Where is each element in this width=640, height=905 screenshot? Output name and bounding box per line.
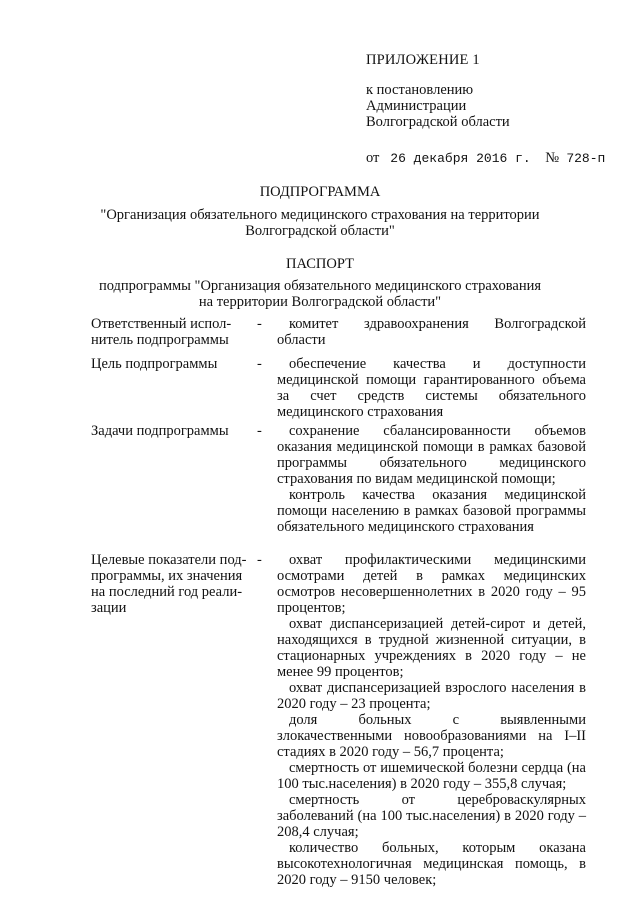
subprogram-name-line: "Организация обязательного медицинского страхования на территории: [100, 207, 540, 223]
row-label-line: нитель подпрограммы: [91, 332, 229, 348]
appendix-line: Администрации: [366, 98, 467, 114]
row-label-line: Целевые показатели под-: [91, 552, 247, 568]
value-paragraph: охват диспансеризацией детей-сирот и детей, находящихся в трудной жизненной ситуации, в стационарных учреждениях в 2020 году – не менее 99 процентов;: [277, 616, 586, 680]
value-paragraph: обеспечение качества и доступности медицинской помощи гарантированного объема за счет средств системы обязательного медицинского страхования: [277, 356, 586, 420]
value-paragraph: количество больных, которым оказана высокотехнологичная медицинская помощь, в 2020 году – 9150 человек;: [277, 840, 586, 888]
value-paragraph: смертность от ишемической болезни сердца (на 100 тыс.населения) в 2020 году – 355,8 случая;: [277, 760, 586, 792]
passport-title: [0, 278, 640, 310]
appendix-line: к постановлению: [366, 82, 474, 98]
value-paragraph: комитет здравоохранения Волгоградской области: [277, 316, 586, 348]
passport-title-line: на территории Волгоградской области": [198, 294, 442, 310]
row-label-line: зации: [91, 600, 127, 616]
decree-number: 728-п: [566, 151, 606, 166]
appendix-reference: [366, 82, 605, 130]
row-dash: -: [257, 423, 262, 439]
row-label: [91, 552, 254, 616]
subprogram-name-line: Волгоградской области": [245, 223, 395, 239]
value-paragraph: контроль качества оказания медицинской помощи населению в рамках базовой программы обязательного медицинского страхования: [277, 487, 586, 535]
appendix-title: ПРИЛОЖЕНИЕ 1: [366, 52, 480, 68]
row-label: [91, 316, 254, 348]
value-paragraph: доля больных с выявленными злокачественными новообразованиями на I–II стадиях в 2020 году – 56,7 процента;: [277, 712, 586, 760]
row-label-line: Задачи подпрограммы: [91, 423, 229, 439]
row-dash: -: [257, 316, 262, 332]
row-value: [277, 316, 586, 348]
subprogram-name: [0, 207, 640, 239]
subprogram-heading-text: ПОДПРОГРАММА: [259, 184, 381, 200]
value-paragraph: охват профилактическими медицинскими осмотрами детей в рамках медицинских осмотров несовершеннолетних в 2020 году – 95 процентов;: [277, 552, 586, 616]
row-value: [277, 356, 586, 420]
row-value: [277, 552, 586, 888]
row-label-line: Цель подпрограммы: [91, 356, 218, 372]
passport-heading: [0, 256, 640, 272]
appendix-line: Волгоградской области: [366, 114, 510, 130]
row-label: [91, 356, 254, 372]
passport-heading-text: ПАСПОРТ: [286, 256, 354, 272]
appendix-date-number: [366, 150, 605, 167]
row-value: [277, 423, 586, 535]
row-label: [91, 423, 254, 439]
passport-title-line: подпрограммы "Организация обязательного медицинского страхования: [98, 278, 542, 294]
subprogram-heading: [0, 184, 640, 200]
number-sign: №: [545, 150, 560, 166]
appendix-block: [366, 52, 605, 167]
row-dash: -: [257, 356, 262, 372]
value-paragraph: сохранение сбалансированности объемов оказания медицинской помощи в рамках базовой программы обязательного медицинского страхования по видам медицинской помощи;: [277, 423, 586, 487]
row-label-line: на последний год реали-: [91, 584, 243, 600]
row-label-line: Ответственный испол-: [91, 316, 232, 332]
value-paragraph: смертность от цереброваскулярных заболеваний (на 100 тыс.населения) в 2020 году – 208,4 случая;: [277, 792, 586, 840]
row-label-line: программы, их значения: [91, 568, 243, 584]
decree-date: 26 декабря 2016 г.: [390, 151, 531, 166]
date-prefix: от: [366, 150, 380, 166]
value-paragraph: охват диспансеризацией взрослого населения в 2020 году – 23 процента;: [277, 680, 586, 712]
row-dash: -: [257, 552, 262, 568]
